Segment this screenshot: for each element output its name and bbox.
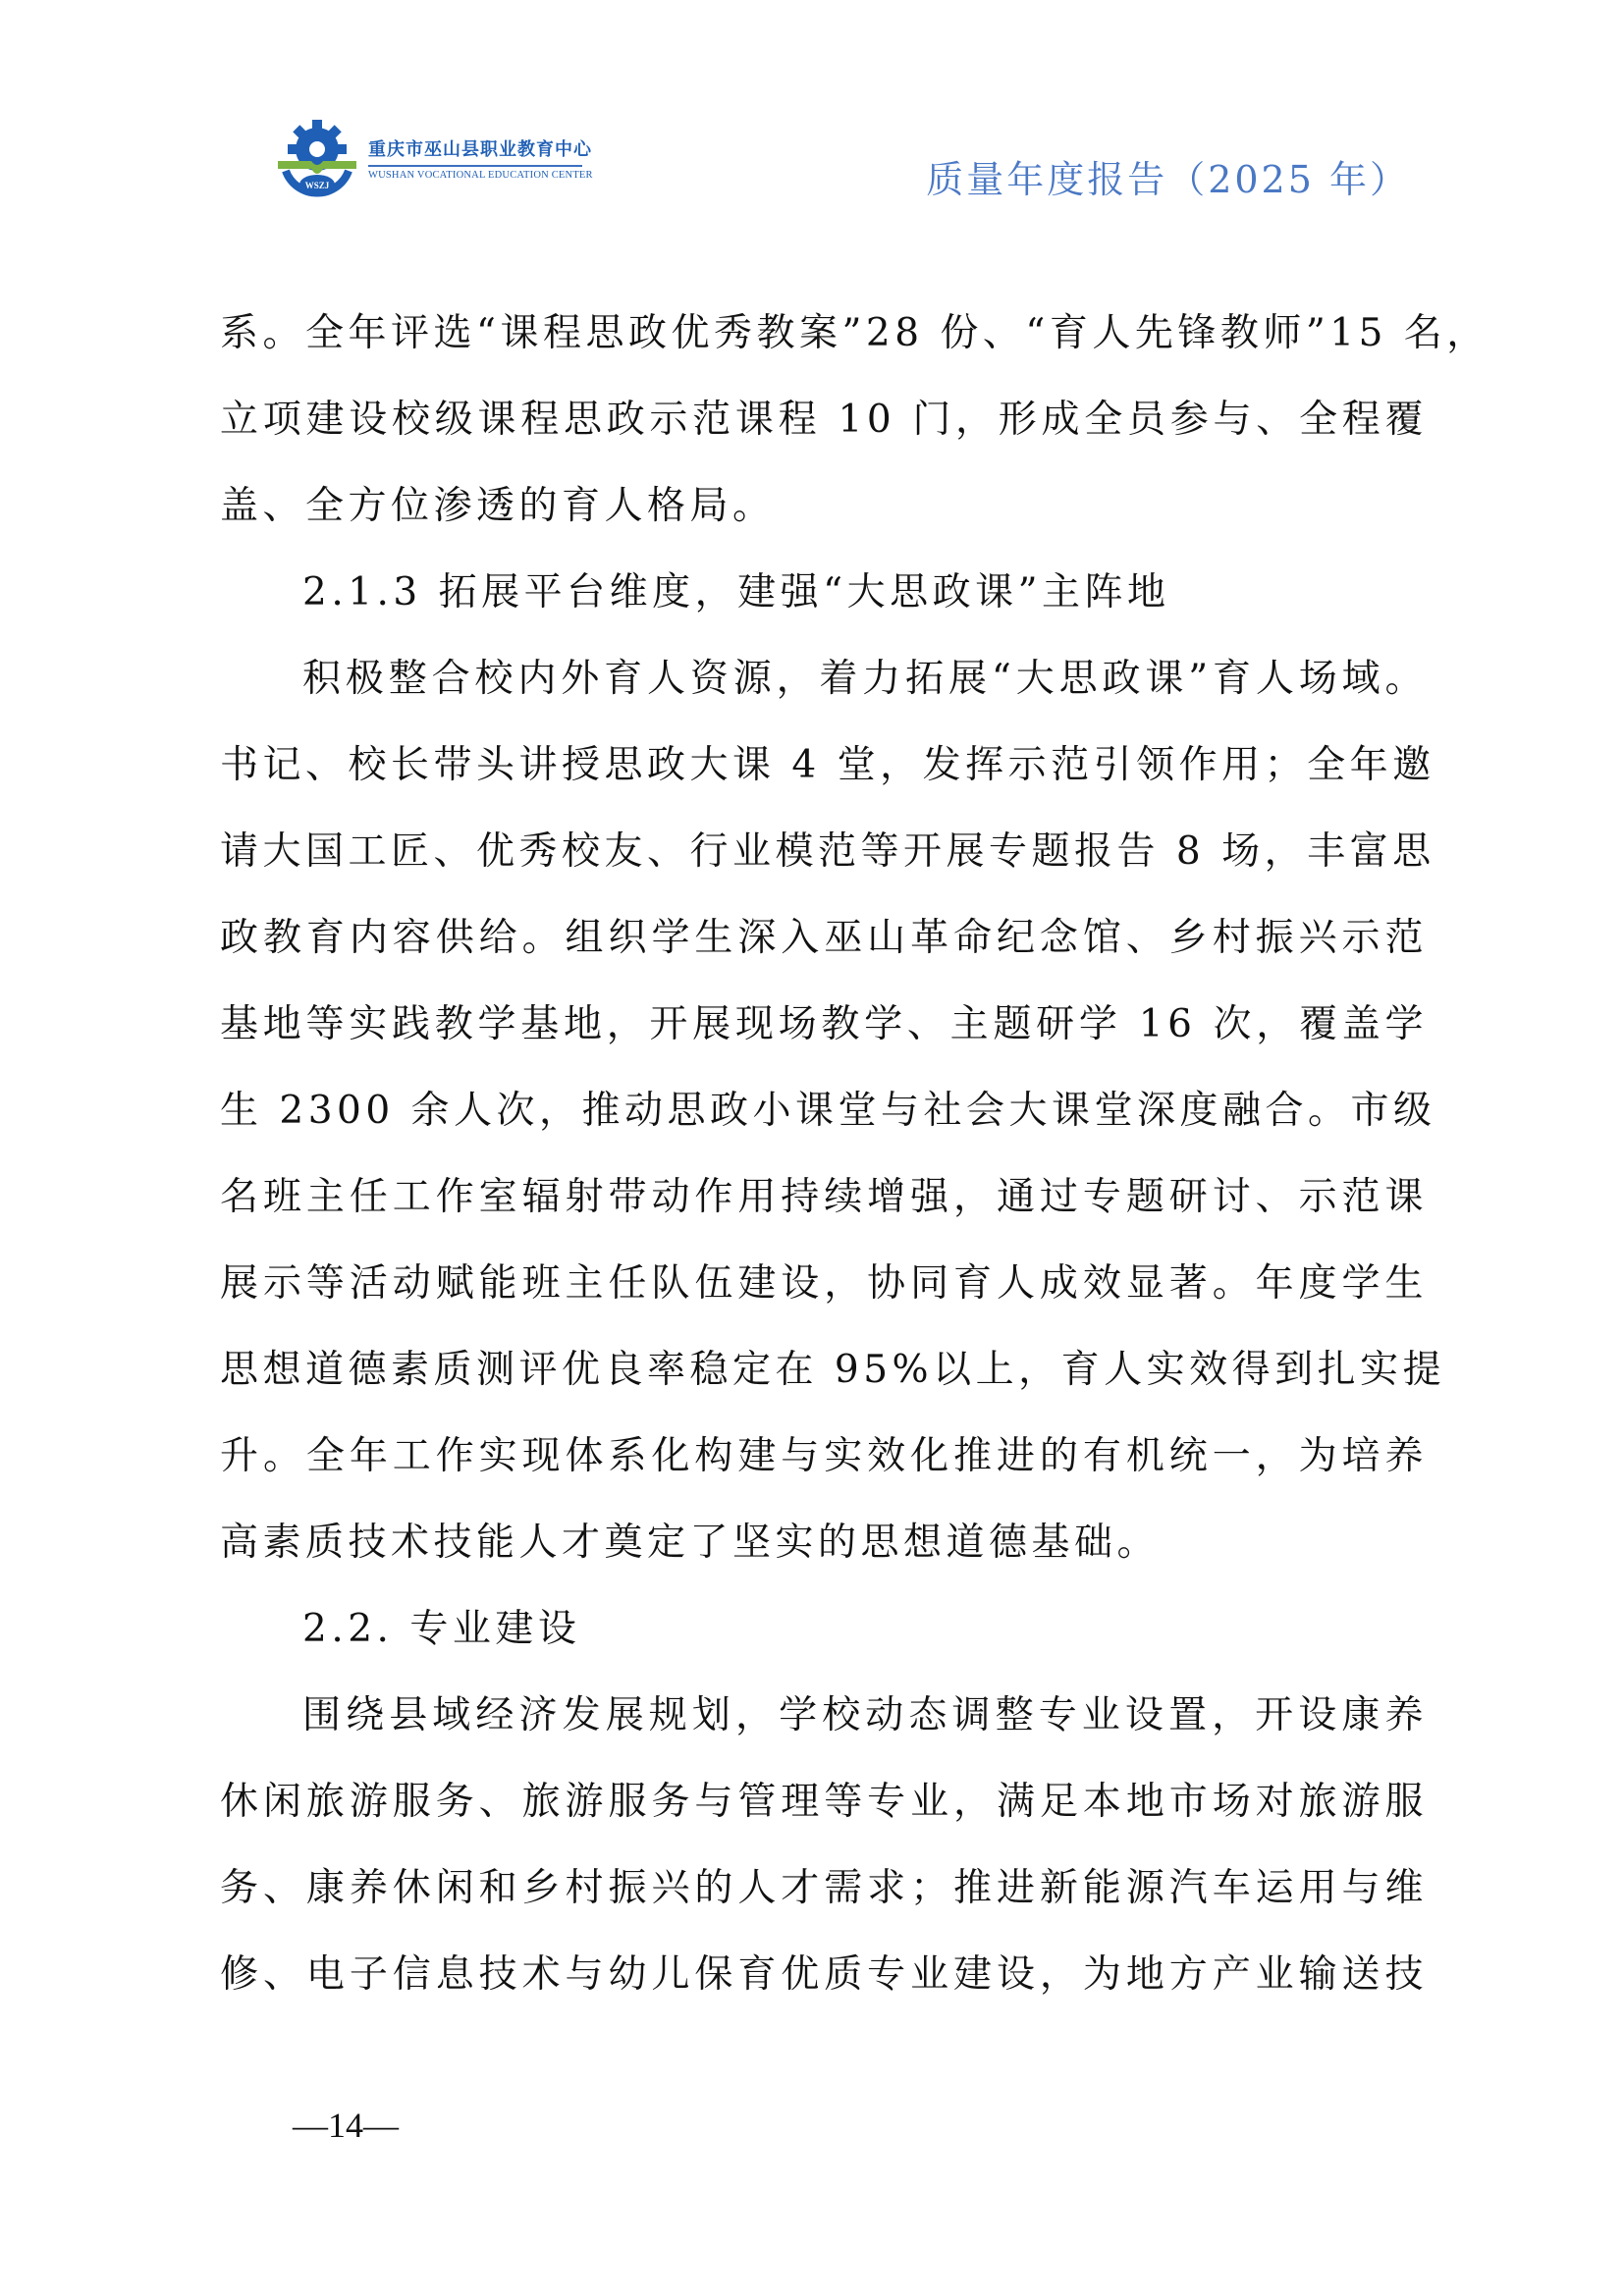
section-heading-2-1-3: 2.1.3 拓展平台维度，建强“大思政课”主阵地 bbox=[302, 570, 1170, 614]
section-heading-2-2: 2.2. 专业建设 bbox=[302, 1607, 581, 1651]
body-line: 思想道德素质测评优良率稳定在 95%以上，育人实效得到扎实提 bbox=[220, 1348, 1446, 1392]
document-body bbox=[220, 291, 1489, 2018]
body-line: 盖、全方位渗透的育人格局。 bbox=[220, 484, 776, 528]
body-line: 务、康养休闲和乡村振兴的人才需求；推进新能源汽车运用与维 bbox=[220, 1866, 1428, 1910]
body-line: 围绕县域经济发展规划，学校动态调整专业设置，开设康养 bbox=[302, 1693, 1428, 1737]
body-line: 高素质技术技能人才奠定了坚实的思想道德基础。 bbox=[220, 1521, 1161, 1565]
report-title: 质量年度报告（2025 年） bbox=[926, 158, 1410, 201]
school-name-en: WUSHAN VOCATIONAL EDUCATION CENTER bbox=[368, 170, 593, 181]
body-line: 基地等实践教学基地，开展现场教学、主题研学 16 次，覆盖学 bbox=[220, 1002, 1428, 1046]
school-logo bbox=[272, 116, 362, 206]
logo-divider bbox=[368, 165, 582, 167]
body-line: 系。全年评选“课程思政优秀教案”28 份、“育人先锋教师”15 名， bbox=[220, 311, 1489, 355]
body-line: 积极整合校内外育人资源，着力拓展“大思政课”育人场域。 bbox=[302, 657, 1428, 701]
body-line: 展示等活动赋能班主任队伍建设，协同育人成效显著。年度学生 bbox=[220, 1261, 1428, 1306]
gear-book-logo-icon bbox=[272, 116, 362, 206]
svg-text:WSZJ: WSZJ bbox=[304, 181, 330, 190]
body-line: 修、电子信息技术与幼儿保育优质专业建设，为地方产业输送技 bbox=[220, 1952, 1428, 1997]
school-name-cn: 重庆市巫山县职业教育中心 bbox=[368, 139, 592, 160]
body-line: 立项建设校级课程思政示范课程 10 门，形成全员参与、全程覆 bbox=[220, 398, 1428, 442]
page-header bbox=[0, 0, 1624, 226]
page-number: —14— bbox=[293, 2106, 399, 2145]
body-line: 休闲旅游服务、旅游服务与管理等专业，满足本地市场对旅游服 bbox=[220, 1780, 1428, 1824]
body-line: 升。全年工作实现体系化构建与实效化推进的有机统一，为培养 bbox=[220, 1434, 1428, 1478]
body-line: 书记、校长带头讲授思政大课 4 堂，发挥示范引领作用；全年邀 bbox=[220, 743, 1435, 787]
school-name-block bbox=[368, 135, 593, 181]
body-line: 请大国工匠、优秀校友、行业模范等开展专题报告 8 场，丰富思 bbox=[220, 829, 1435, 874]
body-line: 生 2300 余人次，推动思政小课堂与社会大课堂深度融合。市级 bbox=[220, 1089, 1436, 1133]
body-line: 政教育内容供给。组织学生深入巫山革命纪念馆、乡村振兴示范 bbox=[220, 916, 1428, 960]
body-line: 名班主任工作室辐射带动作用持续增强，通过专题研讨、示范课 bbox=[220, 1175, 1428, 1219]
